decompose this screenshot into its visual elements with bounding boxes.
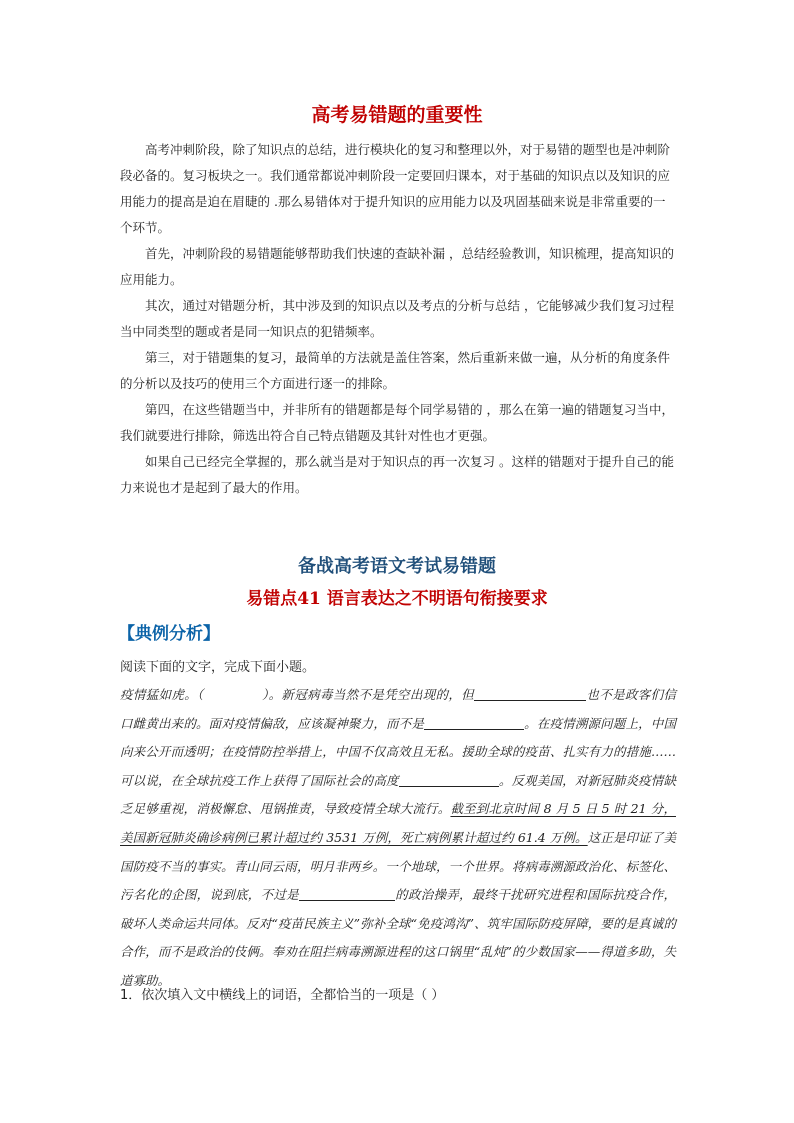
passage-text: 。反观美国，对新冠肺炎疫情缺乏足够重视，消极懈怠、甩锅推责，导致疫情全球大流行。: [120, 772, 676, 817]
fill-blank: [299, 886, 395, 901]
intro-paragraph: 其次，通过对错题分析，其中涉及到的知识点以及考点的分析与总结 ，它能够减少我们复习过程当中同类型的题或者是同一知识点的犯错频率。: [120, 298, 674, 339]
passage-text: 也不是政客们信口雌黄出来的。面对疫情偏敌，应该凝神聚力，而不是: [120, 687, 676, 731]
passage-text: 的政治操弄，最终干扰研究进程和国际抗疫合作，破坏人类命运共同体。反对“疫苗民族主义”弥补全球“免疫鸿沟”、筑牢国际防疫屏障，要的是真诚的合作，而不是政治的伎俩。奉劝在阻拦病毒溯源进程的这口锅里“乱炖”的少数国家——得道多助，失道寡助。: [120, 887, 676, 988]
passage-text: 。在疫情溯源问题上，中国向来公开而透明；在疫情防控举措上，中国不仅高效且无私。援助全球的疫苗、扎实有力的措施……可以说，在全球抗疫工作上获得了国际社会的高度: [120, 715, 676, 788]
question-1: 1．依次填入文中横线上的词语，全都恰当的一项是（ ）: [120, 988, 445, 1003]
passage-text: 这正是印证了美国防疫不当的事实。青山同云雨，明月非两乡。一个地球，一个世界。将病毒溯源政治化、标签化、污名化的企图，说到底，不过是: [120, 829, 676, 903]
intro-text: [120, 137, 676, 501]
section-title-exam: 备战高考语文考试易错题: [298, 556, 496, 577]
example-analysis-label: 【典例分析】: [118, 624, 220, 644]
passage-text: 疫情猛如虎。（: [120, 687, 204, 702]
underlined-sentence: 截至到北京时间 8 月 5 日 5 时 21 分，美国新冠肺炎确诊病例已累计超过约 3531 万例，死亡病例累计超过约 61.4 万例。: [120, 801, 676, 845]
intro-paragraph: 第四，在这些错题当中，并非所有的错题都是每个同学易错的 ，那么在第一遍的错题复习当中，我们就要进行排除，筛选出符合自己特点错题及其针对性也才更强。: [120, 402, 674, 443]
reading-passage: [120, 681, 676, 996]
section-title-importance: 高考易错题的重要性: [311, 104, 483, 126]
intro-paragraph: 第三，对于错题集的复习，最简单的方法就是盖住答案，然后重新来做一遍，从分析的角度条件的分析以及技巧的使用三个方面进行逐一的排除。: [120, 350, 671, 391]
fill-blank: [474, 686, 586, 701]
passage-text: ）。新冠病毒当然不是凭空出现的，但: [261, 687, 475, 702]
intro-paragraph: 首先，冲刺阶段的易错题能够帮助我们快速的查缺补漏 ，总结经验教训，知识梳理，提高知识的应用能力。: [120, 246, 674, 287]
fill-blank: [399, 772, 499, 787]
reading-instruction: 阅读下面的文字，完成下面小题。: [120, 660, 316, 675]
error-point-title: 易错点41 语言表达之不明语句衔接要求: [246, 589, 548, 609]
intro-paragraph: 如果自己已经完全掌握的，那么就当是对于知识点的再一次复习 。这样的错题对于提升自己的能力来说也才是起到了最大的作用。: [120, 454, 674, 495]
fill-blank: [424, 715, 524, 730]
intro-paragraph: 高考冲刺阶段，除了知识点的总结，进行模块化的复习和整理以外，对于易错的题型也是冲刺阶段必备的。复习板块之一。我们通常都说冲刺阶段一定要回归课本，对于基础的知识点以及知识的应用能力的提高是迫在眉睫的 .那么易错体对于提升知识的应用能力以及巩固基础来说是非常重要的一个环节。: [120, 142, 671, 235]
